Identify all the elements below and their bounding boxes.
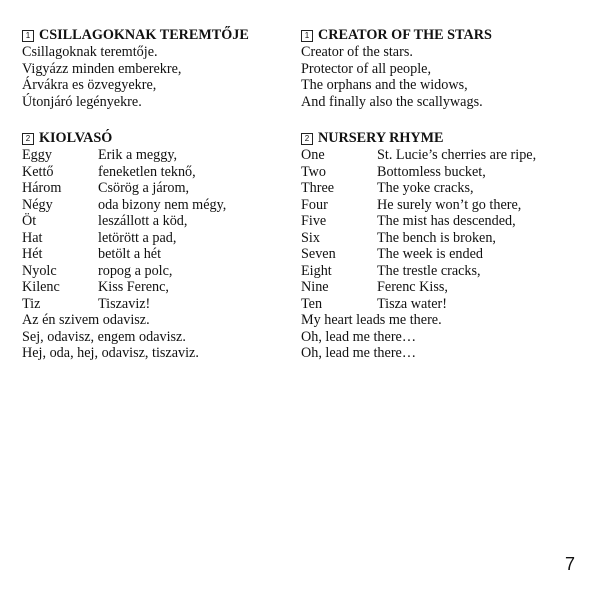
verse-row [301, 213, 581, 230]
verse-line: Creator of the stars. [301, 44, 413, 60]
song-title-text: NURSERY RHYME [318, 130, 444, 147]
verse-text: Ferenc Kiss, [377, 279, 448, 295]
verse-text: The bench is broken, [377, 229, 496, 246]
verse-line: Hej, oda, hej, odavisz, tiszaviz. [22, 345, 199, 361]
count-word: Tiz [22, 295, 41, 312]
count-word: Three [301, 180, 335, 196]
verse-text: The trestle cracks, [377, 262, 481, 279]
verse-text: The mist has descended, [377, 213, 516, 229]
count-word: Hét [22, 246, 43, 262]
song-number-box: 2 [301, 133, 313, 145]
page-number: 7 [565, 554, 576, 574]
count-word: Kilenc [22, 279, 60, 295]
verse-row [301, 164, 581, 181]
verse-line: Protector of all people, [301, 60, 432, 77]
song-number-box: 2 [22, 133, 34, 145]
verse-row [22, 147, 302, 164]
song-2 [22, 130, 302, 362]
verse-text: St. Lucie’s cherries are ripe, [377, 147, 537, 163]
verse-line: And finally also the scallywags. [301, 93, 483, 110]
verse-text: The yoke cracks, [377, 180, 474, 196]
song-number-box: 1 [301, 30, 313, 42]
verse-row [22, 296, 302, 313]
count-word: Öt [22, 213, 37, 229]
verse-row [22, 230, 302, 247]
song-title-text: CREATOR OF THE STARS [318, 27, 492, 44]
verse-text: Tisza water! [377, 295, 448, 312]
count-word: Nine [301, 279, 329, 295]
count-word: Six [301, 229, 320, 246]
verse-line: Útonjáró legényekre. [22, 93, 142, 110]
verse-row [301, 279, 581, 296]
verse-row [22, 180, 302, 197]
verse-text: Tiszaviz! [98, 295, 151, 312]
verse-line: Sej, odavisz, engem odavisz. [22, 328, 186, 345]
verse-text: The week is ended [377, 246, 483, 262]
count-word: Ten [301, 295, 323, 312]
count-word: Four [301, 196, 328, 213]
count-word: Hat [22, 229, 43, 246]
verse-text: oda bizony nem mégy, [98, 196, 227, 213]
verse-row [301, 147, 581, 164]
verse-row [22, 279, 302, 296]
count-word: Kettő [22, 163, 54, 180]
song-title [301, 130, 581, 147]
verse-text: Erik a meggy, [98, 147, 178, 163]
verse-line: Árvákra es özvegyekre, [22, 77, 157, 93]
count-word: Eight [301, 262, 332, 279]
verse-line: Csillagoknak teremtője. [22, 44, 158, 60]
count-word: Nyolc [22, 262, 57, 279]
song-2 [301, 130, 581, 362]
verse-row [22, 164, 302, 181]
verse-row [22, 246, 302, 263]
verse-text: ropog a polc, [98, 262, 173, 279]
song-title [301, 27, 581, 44]
verse-text: letörött a pad, [98, 229, 177, 246]
verse-text: Bottomless bucket, [377, 163, 486, 180]
count-word: Három [22, 180, 62, 196]
song-1 [22, 27, 302, 110]
song-1 [301, 27, 581, 110]
count-word: Two [301, 163, 327, 180]
verse-line: Oh, lead me there… [301, 328, 417, 345]
count-word: Seven [301, 246, 336, 262]
verse-line: The orphans and the widows, [301, 77, 468, 93]
verse-line: Oh, lead me there… [301, 345, 417, 361]
verse-row [301, 246, 581, 263]
verse-row [22, 213, 302, 230]
verse-text: leszállott a köd, [98, 213, 188, 229]
verse-line: My heart leads me there. [301, 312, 442, 328]
verse-text: betölt a hét [98, 246, 162, 262]
verse-row [301, 197, 581, 214]
verse-row [22, 263, 302, 280]
verse-row [301, 263, 581, 280]
song-title-text: CSILLAGOKNAK TEREMTŐJE [39, 27, 249, 44]
count-word: One [301, 147, 325, 163]
english-column [301, 27, 581, 362]
verse-text: feneketlen teknő, [98, 163, 196, 180]
verse-row [301, 230, 581, 247]
verse-line: Az én szivem odavisz. [22, 312, 150, 328]
verse-text: Kiss Ferenc, [98, 279, 169, 295]
verse-text: He surely won’t go there, [377, 196, 522, 213]
song-title [22, 130, 302, 147]
song-title-text: KIOLVASÓ [39, 130, 113, 147]
count-word: Five [301, 213, 327, 229]
song-number-box: 1 [22, 30, 34, 42]
count-word: Négy [22, 196, 53, 213]
song-title [22, 27, 302, 44]
verse-row [301, 180, 581, 197]
verse-row [301, 296, 581, 313]
hungarian-column [22, 27, 302, 362]
count-word: Eggy [22, 147, 52, 163]
verse-text: Csörög a járom, [98, 180, 190, 196]
verse-row [22, 197, 302, 214]
verse-line: Vigyázz minden emberekre, [22, 60, 182, 77]
